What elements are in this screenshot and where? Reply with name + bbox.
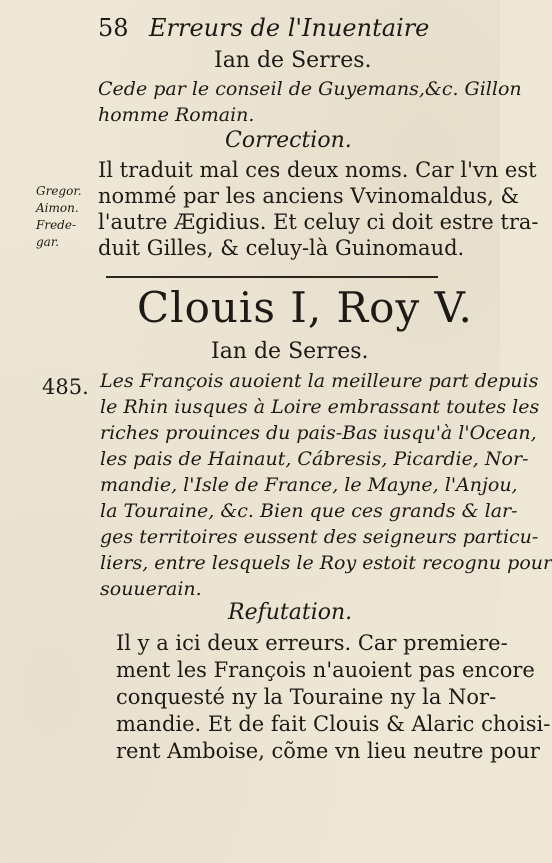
quote-line: les pais de Hainaut, Cábresis, Picardie, Nor- bbox=[100, 448, 529, 470]
body-line: ment les François n'auoient pas encore bbox=[116, 658, 535, 682]
section-divider bbox=[106, 276, 438, 278]
quote-line: le Rhin iusques à Loire embrassant toutes les bbox=[100, 396, 540, 418]
author-line: Ian de Serres. bbox=[214, 48, 372, 73]
body-line: duit Gilles, & celuy-là Guinomaud. bbox=[98, 236, 465, 260]
margin-note: Aimon. bbox=[36, 201, 79, 215]
page-number: 58 bbox=[98, 14, 129, 42]
running-title: Erreurs de l'Inuentaire bbox=[149, 14, 430, 42]
quote-line: Cede par le conseil de Guyemans,&c. Gillon bbox=[98, 78, 522, 100]
margin-note: Gregor. bbox=[36, 184, 82, 198]
quote-line: liers, entre lesquels le Roy estoit recognu pour bbox=[100, 552, 552, 574]
margin-note: gar. bbox=[36, 235, 60, 249]
quote-line: riches prouinces du pais-Bas iusqu'à l'Ocean, bbox=[100, 422, 537, 444]
quote-line: souuerain. bbox=[100, 578, 202, 600]
body-line: nommé par les anciens Vvinomaldus, & bbox=[98, 184, 520, 208]
body-line: mandie. Et de fait Clouis & Alaric choisi- bbox=[116, 712, 551, 736]
quote-line: la Touraine, &c. Bien que ces grands & lar- bbox=[100, 500, 518, 522]
body-line: Il traduit mal ces deux noms. Car l'vn est bbox=[98, 158, 537, 182]
body-line: l'autre Ægidius. Et celuy ci doit estre tra- bbox=[98, 210, 539, 234]
body-line: rent Amboise, cõme vn lieu neutre pour bbox=[116, 739, 540, 763]
body-line: Il y a ici deux erreurs. Car premiere- bbox=[116, 631, 508, 655]
quote-line: mandie, l'Isle de France, le Mayne, l'Anjou, bbox=[100, 474, 518, 496]
quote-line: Les François auoient la meilleure part depuis bbox=[100, 370, 539, 392]
author-line: Ian de Serres. bbox=[211, 339, 369, 364]
chapter-title: Clouis I, Roy V. bbox=[137, 283, 473, 332]
quote-line: homme Romain. bbox=[98, 104, 255, 126]
paragraph-number: 485. bbox=[42, 375, 89, 399]
body-line: conquesté ny la Touraine ny la Nor- bbox=[116, 685, 497, 709]
quote-line: ges territoires eussent des seigneurs particu- bbox=[100, 526, 539, 548]
margin-note: Frede- bbox=[36, 218, 77, 232]
section-heading: Correction. bbox=[225, 128, 352, 153]
section-heading: Refutation. bbox=[228, 600, 353, 625]
